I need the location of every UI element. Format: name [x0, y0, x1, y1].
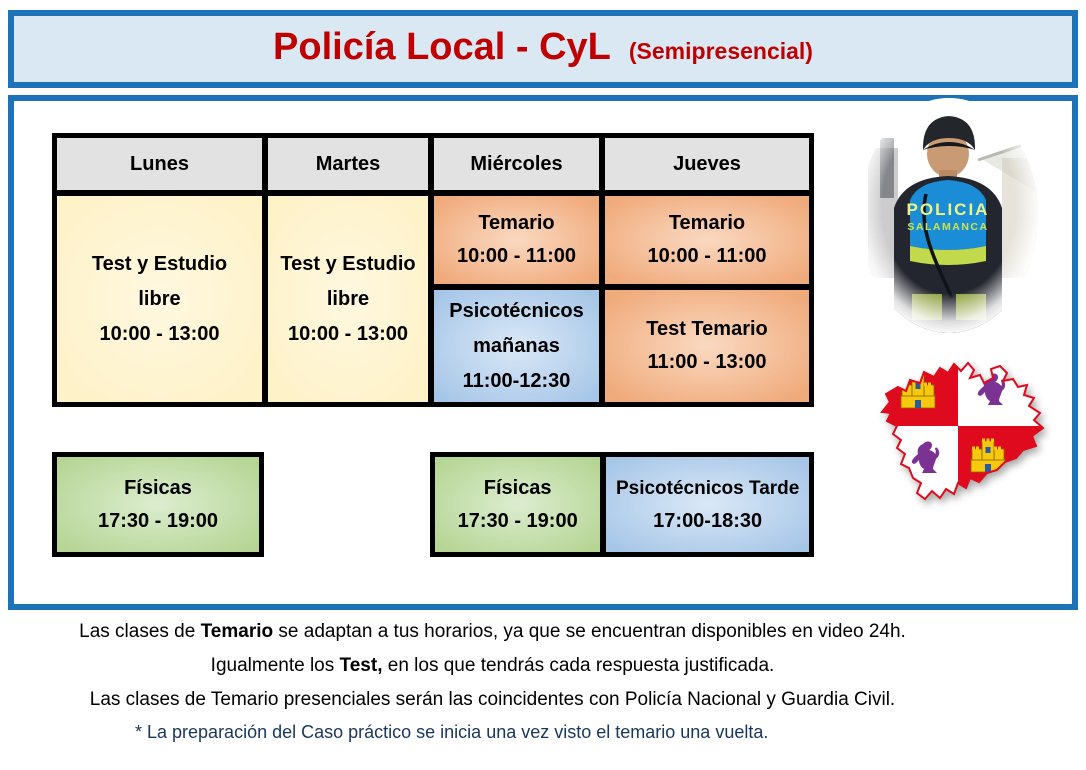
- cell-title: Test y Estudio: [280, 252, 416, 275]
- cell-title: Test Temario: [646, 318, 768, 340]
- cyl-map-graphic: [866, 356, 1048, 512]
- cell-miercoles-psicotecnicos: [434, 290, 599, 402]
- cell-title: Temario: [668, 212, 746, 234]
- cell-time: 17:30 - 19:00: [457, 509, 578, 532]
- day-header-miercoles: Miércoles: [434, 138, 599, 190]
- note-line-3: Las clases de Temario presenciales serán las coincidentes con Policía Nacional y Guardia Civil.: [89, 689, 896, 710]
- cell-time: 10:00 - 13:00: [99, 322, 220, 345]
- note-1-text-2: se adaptan a tus horarios, ya que se encuentran disponibles en video 24h.: [273, 621, 906, 642]
- cell-title-2: libre: [138, 287, 181, 310]
- title-bar: [8, 10, 1078, 88]
- day-header-lunes: Lunes: [57, 138, 262, 190]
- cell-fisicas-miercoles: [435, 457, 600, 552]
- cell-psicotecnicos-tarde: [606, 457, 809, 552]
- cell-time: 10:00 - 13:00: [287, 322, 409, 345]
- cell-time: 11:00 - 13:00: [647, 351, 767, 373]
- cell-lunes-temario: [434, 196, 599, 284]
- cell-time: 17:30 - 19:00: [97, 509, 219, 532]
- afternoon-group-miercoles-jueves: [430, 452, 814, 557]
- page-title: Policía Local - CyL: [273, 26, 611, 68]
- day-header-jueves: Jueves: [605, 138, 809, 190]
- cell-fisicas-lunes: [57, 457, 259, 552]
- cell-title: Psicotécnicos: [449, 299, 584, 322]
- note-2-text: Igualmente los: [210, 655, 340, 676]
- note-line-2: [0, 649, 985, 683]
- note-1-text: Las clases de: [79, 621, 201, 642]
- note-line-1: [0, 615, 985, 649]
- cell-title: Físicas: [124, 476, 192, 499]
- cell-title: Físicas: [483, 476, 552, 499]
- cell-jueves-estudio-libre: [268, 196, 428, 402]
- cell-lunes-test-temario: [605, 290, 809, 402]
- note-1-bold: Temario: [200, 621, 274, 642]
- cell-title: Temario: [478, 212, 555, 234]
- cell-title-2: libre: [326, 287, 370, 310]
- cell-miercoles-temario: [605, 196, 809, 284]
- day-header-martes: Martes: [268, 138, 428, 190]
- cell-time: 11:00-12:30: [462, 369, 571, 392]
- note-2-text-2: en los que tendrás cada respuesta justificada.: [382, 655, 775, 676]
- cell-time: 10:00 - 11:00: [647, 245, 767, 267]
- cell-title-2: mañanas: [473, 334, 560, 357]
- cell-time: 17:00-18:30: [653, 509, 763, 532]
- note-2-bold: Test,: [339, 655, 383, 676]
- footer-notes: [0, 615, 985, 717]
- afternoon-group-lunes: [52, 452, 264, 557]
- note-caso-practico: * La preparación del Caso práctico se inicia una vez visto el temario una vuelta.: [135, 722, 769, 742]
- cell-title: Test y Estudio: [91, 252, 228, 275]
- cell-martes-estudio-libre: [57, 196, 262, 402]
- cell-time: 10:00 - 11:00: [457, 245, 576, 267]
- page-subtitle: (Semipresencial): [628, 38, 813, 64]
- cell-title: Psicotécnicos Tarde: [615, 477, 800, 499]
- timetable: [52, 133, 814, 407]
- police-officer-photo: [860, 98, 1038, 333]
